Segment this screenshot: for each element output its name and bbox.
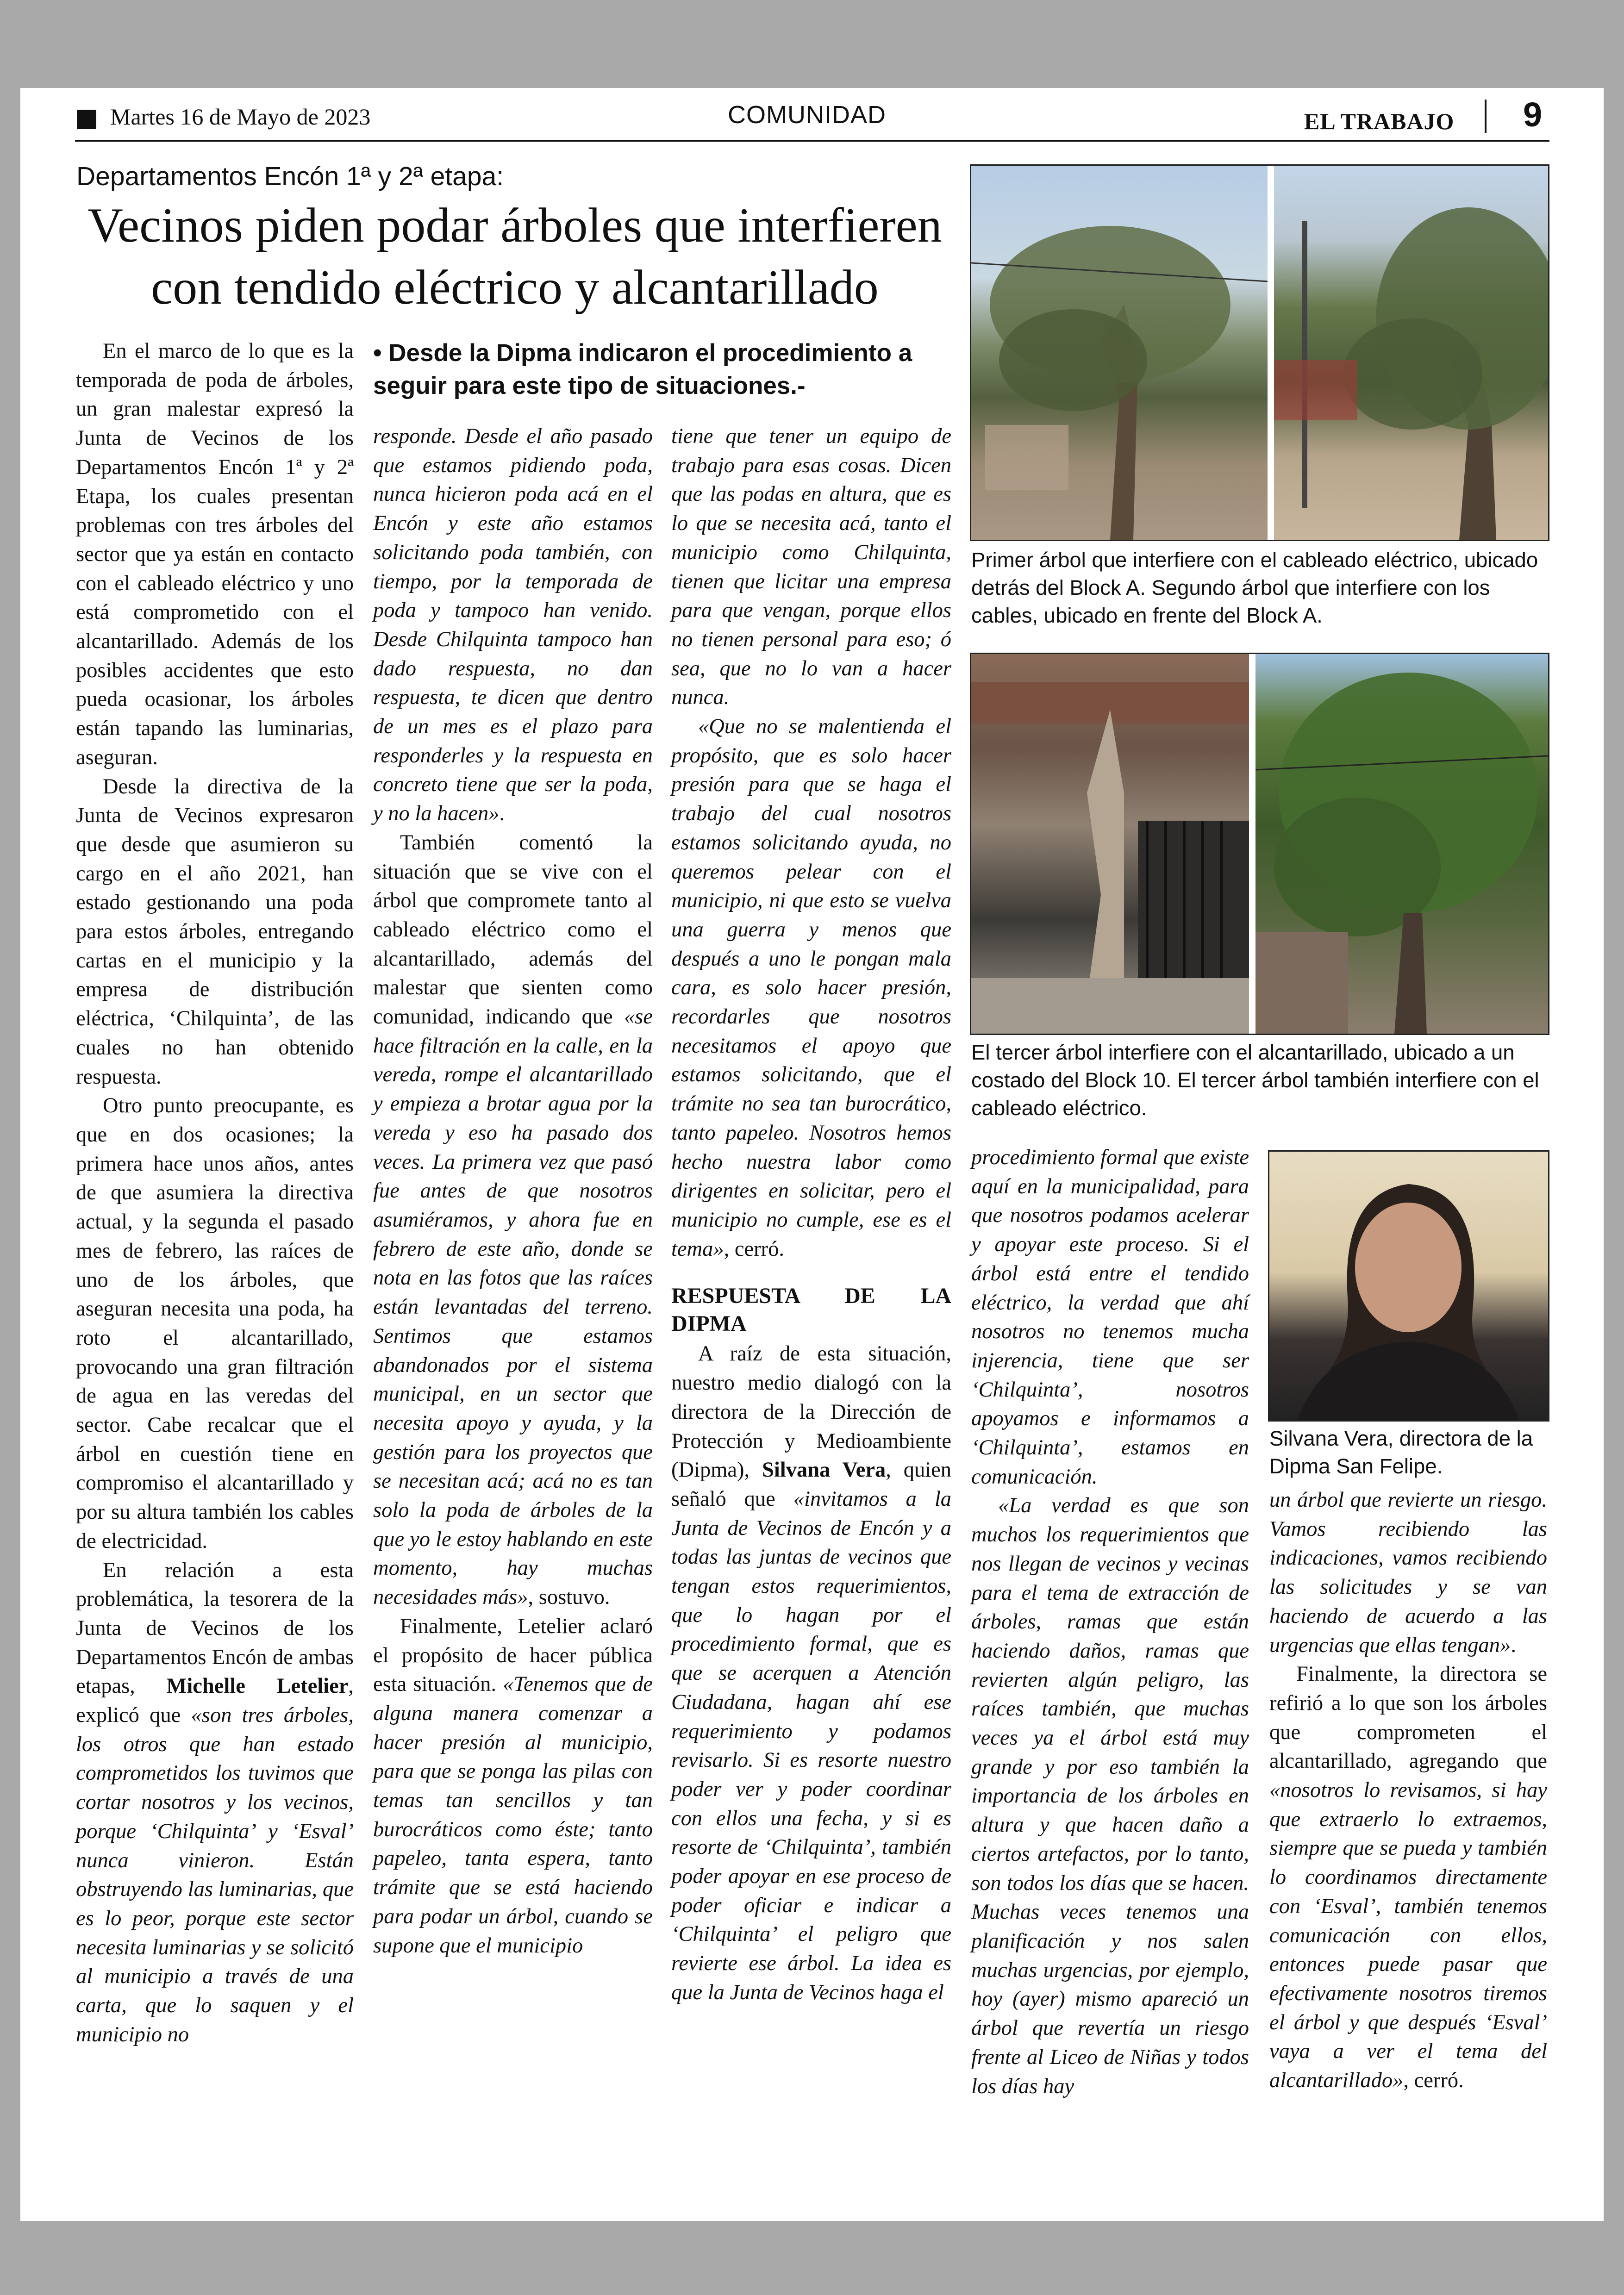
quote: «son tres árboles, los otros que han estado comprometidos los tuvimos que cortar nosotros y los vecinos, porque ‘Chilquinta’ y ‘Esval’ nunca vinieron. Están obstruyendo las luminarias, que es lo peor, porque este sector necesita luminarias y se solicitó al municipio a través de una carta, que lo saquen y el municipio no bbox=[76, 1703, 354, 2046]
paragraph: un árbol que revierte un riesgo. Vamos recibiendo las indicaciones, vamos recibiendo las solicitudes y se van haciendo de acuerdo a las urgencias que ellas tengan». bbox=[1269, 1488, 1547, 1657]
quote: «Tenemos que de alguna manera comenzar a hacer presión al municipio, para que se ponga las pilas con temas tan sencillos y tan burocráticos como éste; tanto papeleo, tanta espera, tanto trámite que se está haciendo para podar un árbol, cuando se supone que el municipio bbox=[373, 1672, 653, 1958]
article-column-5 bbox=[1269, 1486, 1547, 2095]
issue-date: Martes 16 de Mayo de 2023 bbox=[110, 104, 371, 130]
newspaper-name: EL TRABAJO bbox=[1304, 108, 1455, 134]
paragraph bbox=[671, 422, 951, 712]
article-column-2 bbox=[373, 422, 653, 1960]
quote: un árbol que revierte un riesgo. Vamos recibiendo las indicaciones, vamos recibiendo las solicitudes y se van haciendo de acuerdo a las urgencias que ellas tengan» bbox=[1269, 1488, 1547, 1657]
quote: «Que no se malentienda el propósito, que es solo hacer presión para que se haga el trabajo del cual nosotros estamos solicitando ayuda, no queremos pelear con el municipio, ni que esto se vuelva una guerra y menos que después a uno le pongan mala cara, es solo hacer presión, recordarles que nosotros necesitamos el apoyo que estamos solicitando, que el trámite no sea tan burocrático, tanto papeleo. Nosotros hemos hecho nuestra labor como dirigentes en solicitar, pero el municipio no cumple, ese es el tema» bbox=[671, 715, 951, 1261]
photo-frame-middle bbox=[970, 653, 1549, 1035]
headline-line-1: Vecinos piden podar árboles que interfieren bbox=[87, 198, 942, 252]
paragraph: Otro punto preocupante, es que en dos ocasiones; la primera hace unos años, antes de que asumiera la directiva actual, y la segunda el pasado mes de febrero, las raíces de uno de los árboles, que aseguran necesita una poda, ha roto el alcantarillado, provocando una gran filtración de agua en las veredas del sector. Cabe recalcar que el árbol en cuestión tiene en compromiso el alcantarillado y por su altura también los cables de electricidad. bbox=[76, 1094, 354, 1553]
quote: tiene que tener un equipo de trabajo para esas cosas. Dicen que las podas en altura, que es lo que se necesita acá, tanto el municipio como Chilquinta, tienen que licitar una empresa para que vengan, porque ellos no tienen personal para eso; ó sea, que no lo van a hacer nunca. bbox=[671, 424, 951, 710]
article-kicker: Departamentos Encón 1ª y 2ª etapa: bbox=[76, 162, 504, 191]
portrait-frame bbox=[1268, 1150, 1549, 1422]
quote: «nosotros lo revisamos, si hay que extraerlo lo extraemos, siempre que se pueda y también lo coordinamos directamente con ‘Esval’, también tenemos comunicación con ellos, entonces puede pasar que efectivamente nosotros tiremos el árbol y que después ‘Esval’ vaya a ver el tema del alcantarillado» bbox=[1269, 1778, 1547, 2093]
paragraph: En el marco de lo que es la temporada de poda de árboles, un gran malestar expresó la Junta de Vecinos de los Departamentos Encón 1ª y 2ª Etapa, los cuales presentan problemas con tres árboles del sector que ya están en contacto con el cableado eléctrico y uno está comprometido con el alcantarillado. Además de los posibles accidentes que esto pueda ocasionar, los árboles están tapando las luminarias, aseguran. bbox=[76, 339, 354, 769]
quote: «invitamos a la Junta de Vecinos de Encón y a todas las juntas de vecinos que tengan estos requerimientos, que lo hagan por el procedimiento formal, que es que se acerquen a Atención Ciudadana, hagan ahí ese requerimiento y podamos revisarlo. Si es resorte nuestro poder ver y poder coordinar con ellos una fecha, y si es resorte de ‘Chilquinta’, también poder apoyar en ese proceso de poder oficiar e indicar a ‘Chilquinta’ el peligro que revierte ese árbol. La idea es que la Junta de Vecinos haga el bbox=[671, 1487, 951, 2004]
quote: responde. Desde el año pasado que estamos pidiendo poda, nunca hicieron poda acá en el Encón y este año estamos solicitando poda también, con tiempo, por la temporada de poda y tampoco han venido. Desde Chilquinta tampoco han dado respuesta, no dan respuesta, te dicen que dentro de un mes es el plazo para responderles y la respuesta en concreto tiene que ser la poda, y no la hacen» bbox=[373, 424, 653, 826]
paragraph: Desde la directiva de la Junta de Vecinos expresaron que desde que asumieron su cargo en el año 2021, han estado gestionando una poda para estos árboles, entregando cartas en el municipio y la empresa de distribución eléctrica, ‘Chilquinta’, de las cuales no han obtenido respuesta. bbox=[76, 774, 354, 1089]
header-square-marker bbox=[77, 110, 96, 129]
paragraph: Finalmente, Letelier aclaró el propósito de hacer pública esta situación. «Tenemos que de alguna manera comenzar a hacer presión al municipio, para que se ponga las pilas con temas tan sencillos y tan burocráticos como éste; tanto papeleo, tanta espera, tanto trámite que se está haciendo para podar un árbol, cuando se supone que el municipio bbox=[373, 1614, 653, 1958]
header-divider bbox=[1485, 100, 1487, 133]
portrait-caption: Silvana Vera, directora de la Dipma San Felipe. bbox=[1269, 1427, 1533, 1478]
photo-caption-1: Primer árbol que interfiere con el cableado eléctrico, ubicado detrás del Block A. Segundo árbol que interfiere con los cables, ubicado en frente del Block A. bbox=[971, 548, 1538, 627]
paragraph: En relación a esta problemática, la tesorera de la Junta de Vecinos de los Departamentos Encón de ambas etapas, Michelle Letelier, explicó que «son tres árboles, los otros que han estado comprometidos los tuvimos que cortar nosotros y los vecinos, porque ‘Chilquinta’ y ‘Esval’ nunca vinieron. Están obstruyendo las luminarias, que es lo peor, porque este sector necesita luminarias y se solicitó al municipio a través de una carta, que lo saquen y el municipio no bbox=[76, 1558, 354, 2046]
quote: «se hace filtración en la calle, en la vereda, rompe el alcantarillado y empieza a brotar agua por la vereda y eso ha pasado dos veces. La primera vez que pasó fue antes de que nosotros asumiéramos, y ahora fue en febrero de este año, donde se nota en las fotos que las raíces están levantadas del terreno. Sentimos que estamos abandonados por el sistema municipal, en un sector que necesita apoyo y ayuda, y la gestión para los proyectos que se necesitan acá; acá no es tan solo la poda de árboles de la que yo le estoy hablando en este momento, hay muchas necesidades más» bbox=[373, 1005, 653, 1609]
paragraph bbox=[971, 1491, 1249, 2101]
paragraph: A raíz de esta situación, nuestro medio dialogó con la directora de la Dirección de Protección y Medioambiente (Dipma), Silvana Vera, quien señaló que «invitamos a la Junta de Vecinos de Encón y a todas las juntas de vecinos que tengan estos requerimientos, que lo hagan por el procedimiento formal, que es que se acerquen a Atención Ciudadana, hagan ahí ese requerimiento y podamos revisarlo. Si es resorte nuestro poder ver y poder coordinar con ellos una fecha, y si es resorte de ‘Chilquinta’, también poder apoyar en ese proceso de poder oficiar e indicar a ‘Chilquinta’ el peligro que revierte ese árbol. La idea es que la Junta de Vecinos haga el bbox=[671, 1342, 952, 2004]
person-name: Silvana Vera bbox=[762, 1458, 886, 1482]
photo-caption-2: El tercer árbol interfiere con el alcantarillado, ubicado a un costado del Block 10. El tercer árbol también interfiere con el cableado eléctrico. bbox=[971, 1041, 1539, 1120]
photo-frame-top bbox=[970, 164, 1549, 541]
paragraph: responde. Desde el año pasado que estamos pidiendo poda, nunca hicieron poda acá en el Encón y este año estamos solicitando poda también, con tiempo, por la temporada de poda y tampoco han venido. Desde Chilquinta tampoco han dado respuesta, no dan respuesta, te dicen que dentro de un mes es el plazo para responderles y la respuesta en concreto tiene que ser la poda, y no la hacen». bbox=[373, 424, 653, 826]
headline-line-2: con tendido eléctrico y alcantarillado bbox=[151, 260, 879, 314]
paragraph: «Que no se malentienda el propósito, que es solo hacer presión para que se haga el trabajo del cual nosotros estamos solicitando ayuda, no queremos pelear con el municipio, ni que esto se vuelva una guerra y menos que después a uno le pongan mala cara, es solo hacer presión, recordarles que nosotros necesitamos el apoyo que estamos solicitando, que el trámite no sea tan burocrático, tanto papeleo. Nosotros hemos hecho nuestra labor como dirigentes en solicitar, pero el municipio no cumple, ese es el tema», cerró. bbox=[671, 715, 951, 1261]
section-name: COMUNIDAD bbox=[728, 101, 886, 129]
article-column-3 bbox=[671, 422, 951, 2008]
person-name: Michelle Letelier bbox=[166, 1674, 349, 1698]
article-column-1 bbox=[76, 337, 354, 2049]
paragraph bbox=[971, 1143, 1249, 1491]
article-headline bbox=[75, 194, 955, 318]
quote: «La verdad es que son muchos los requerimientos que nos llegan de vecinos y vecinas para el tema de extracción de árboles, ramas que están haciendo daños, ramas que revierten algún peligro, las raíces también, que muchas veces ya el árbol está muy grande y por eso también la importancia de los árboles en altura y que hacen daño a ciertos artefactos, por lo tanto, son todos los días que se hacen. Muchas veces tenemos una planificación y nos salen muchas urgencias, por ejemplo, hoy (ayer) mismo apareció un árbol que revertía un riesgo frente al Liceo de Niñas y todos los días hay bbox=[971, 1494, 1249, 2098]
subheading: RESPUESTA DE LA DIPMA bbox=[671, 1284, 951, 1336]
paragraph: Finalmente, la directora se refirió a lo que son los árboles que comprometen el alcantarillado, agregando que «nosotros lo revisamos, si hay que extraerlo lo extraemos, siempre que se pueda y también lo coordinamos directamente con ‘Esval’, también tenemos comunicación con ellos, entonces puede pasar que efectivamente nosotros tiremos el árbol y que después ‘Esval’ vaya a ver el tema del alcantarillado», cerró. bbox=[1269, 1662, 1547, 2093]
article-column-4 bbox=[971, 1143, 1249, 2101]
paragraph: También comentó la situación que se vive con el árbol que compromete tanto al cableado eléctrico como el alcantarillado, además del malestar que sienten como comunidad, indicando que «se hace filtración en la calle, en la vereda, rompe el alcantarillado y empieza a brotar agua por la vereda y eso ha pasado dos veces. La primera vez que pasó fue antes de que nosotros asumiéramos, y ahora fue en febrero de este año, donde se nota en las fotos que las raíces están levantadas del terreno. Sentimos que estamos abandonados por el sistema municipal, en un sector que necesita apoyo y ayuda, y la gestión para los proyectos que se necesitan acá; acá no es tan solo la poda de árboles de la que yo le estoy hablando en este momento, hay muchas necesidades más», sostuvo. bbox=[373, 830, 653, 1609]
article-deck: • Desde la Dipma indicaron el procedimiento a seguir para este tipo de situaciones.- bbox=[373, 339, 912, 399]
page-number: 9 bbox=[1523, 95, 1543, 134]
header-rule bbox=[75, 140, 1549, 142]
quote: procedimiento formal que existe aquí en la municipalidad, para que nosotros podamos acelerar y apoyar este proceso. Si el árbol está entre el tendido eléctrico, la verdad que ahí nosotros no tenemos mucha injerencia, tiene que ser ‘Chilquinta’, nosotros apoyamos e informamos a ‘Chilquinta’, estamos en comunicación. bbox=[971, 1146, 1249, 1489]
page-header bbox=[75, 95, 1549, 143]
